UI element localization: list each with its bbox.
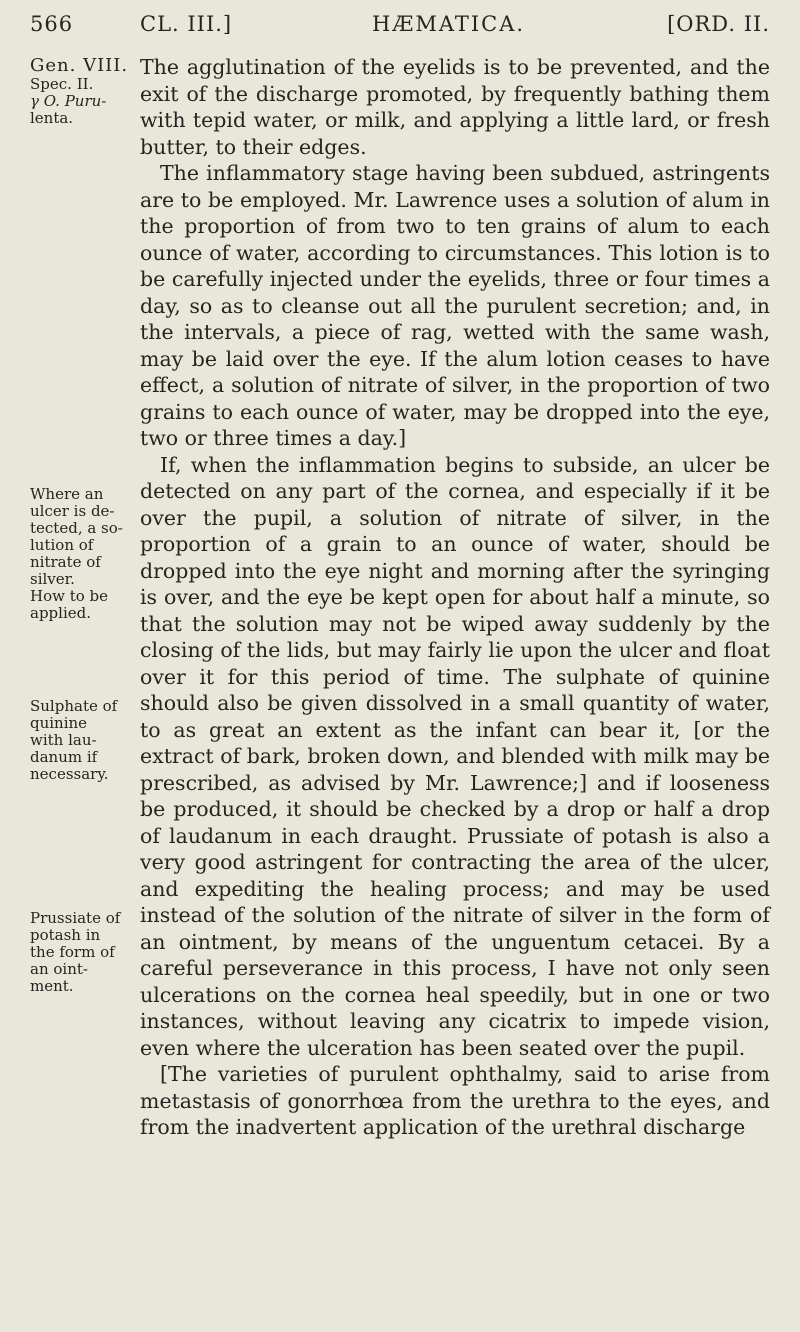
- margin-note-line: necessary.: [30, 765, 109, 783]
- margin-note-line: the form of: [30, 943, 115, 961]
- margin-note-line: How to be: [30, 587, 109, 605]
- margin-note-quinine: [30, 698, 130, 783]
- margin-note-species: [30, 56, 130, 127]
- margin-note-line: Spec. II.: [30, 75, 94, 93]
- margin-note-nitrate: [30, 486, 130, 622]
- margin-note-line: applied.: [30, 604, 91, 622]
- margin-note-line: lution of: [30, 536, 94, 554]
- margin-note-line: Gen. VIII.: [30, 55, 129, 76]
- page-number: 566: [30, 12, 74, 36]
- paragraph: The inflammatory stage having been subdued, astringents are to be employed. Mr. Lawrence uses a solution of alum in the proportion of from two to ten grains of alum to each ounce of water, according to circumstances. This lotion is to be carefully injected under the eyelids, three or four times a day, so as to cleanse out all the purulent secretion; and, in the intervals, a piece of rag, wetted with the same wash, may be laid over the eye. If the alum lotion ceases to have effect, a solution of nitrate of silver, in the proportion of two grains to each ounce of water, may be dropped into the eye, two or three times a day.]: [140, 161, 770, 450]
- margin-note-line: quinine: [30, 714, 88, 732]
- paragraph: If, when the inflammation begins to subside, an ulcer be detected on any part of the cornea, and especially if it be over the pupil, a solution of nitrate of silver, in the proportion of a grain to an ounce of water, should be dropped into the eye night and morning after the syringing is over, and the eye be kept open for about half a minute, so that the solution may not be wiped away suddenly by the closing of the lids, but may fairly lie upon the ulcer and float over it for this period of time. The sulphate of quinine should also be given dissolved in a small quantity of water, to as great an extent as the infant can bear it, [or the extract of bark, broken down, and blended with milk may be prescribed, as advised by Mr. Lawrence;] and if looseness be produced, it should be checked by a drop or half a drop of laudanum in each draught. Prussiate of potash is also a very good astringent for contracting the area of the ulcer, and expediting the healing process; and may be used instead of the solution of the nitrate of silver in the form of an ointment, by means of the unguentum cetacei. By a careful perseverance in this process, I have not only seen ulcerations on the cornea heal speedily, but in one or two instances, without leaving any cicatrix to impede vision, even where the ulceration has been seated over the pupil.: [140, 452, 770, 1060]
- margin-note-line: ulcer is de-: [30, 502, 115, 520]
- margin-note-line: ment.: [30, 977, 74, 995]
- running-title: HÆMATICA.: [372, 12, 526, 36]
- running-header: [30, 12, 770, 48]
- margin-note-line: with lau-: [30, 731, 97, 749]
- margin-note-line: silver.: [30, 570, 75, 588]
- chapter-reference: CL. III.]: [140, 12, 233, 36]
- margin-note-line: Sulphate of: [30, 697, 118, 715]
- paragraph: The agglutination of the eyelids is to be prevented, and the exit of the discharge promoted, by frequently bathing them with tepid water, or milk, and applying a little lard, or fresh butter, to their edges.: [140, 55, 770, 159]
- margin-note-line: lenta.: [30, 109, 74, 127]
- margin-note-line: Prussiate of: [30, 909, 121, 927]
- main-text: [140, 54, 770, 1141]
- margin-note-line: tected, a so-: [30, 519, 123, 537]
- margin-note-line: γ O. Puru-: [30, 92, 107, 110]
- margin-note-line: potash in: [30, 926, 101, 944]
- margin-note-line: nitrate of: [30, 553, 101, 571]
- order-reference: [ORD. II.: [667, 12, 770, 36]
- margin-note-line: Where an: [30, 485, 104, 503]
- margin-note-line: danum if: [30, 748, 98, 766]
- margin-note-line: an oint-: [30, 960, 88, 978]
- margin-note-prussiate: [30, 910, 130, 995]
- paragraph: [The varieties of purulent ophthalmy, said to arise from metastasis of gonorrhœa from the urethra to the eyes, and from the inadvertent application of the urethral discharge: [140, 1062, 770, 1139]
